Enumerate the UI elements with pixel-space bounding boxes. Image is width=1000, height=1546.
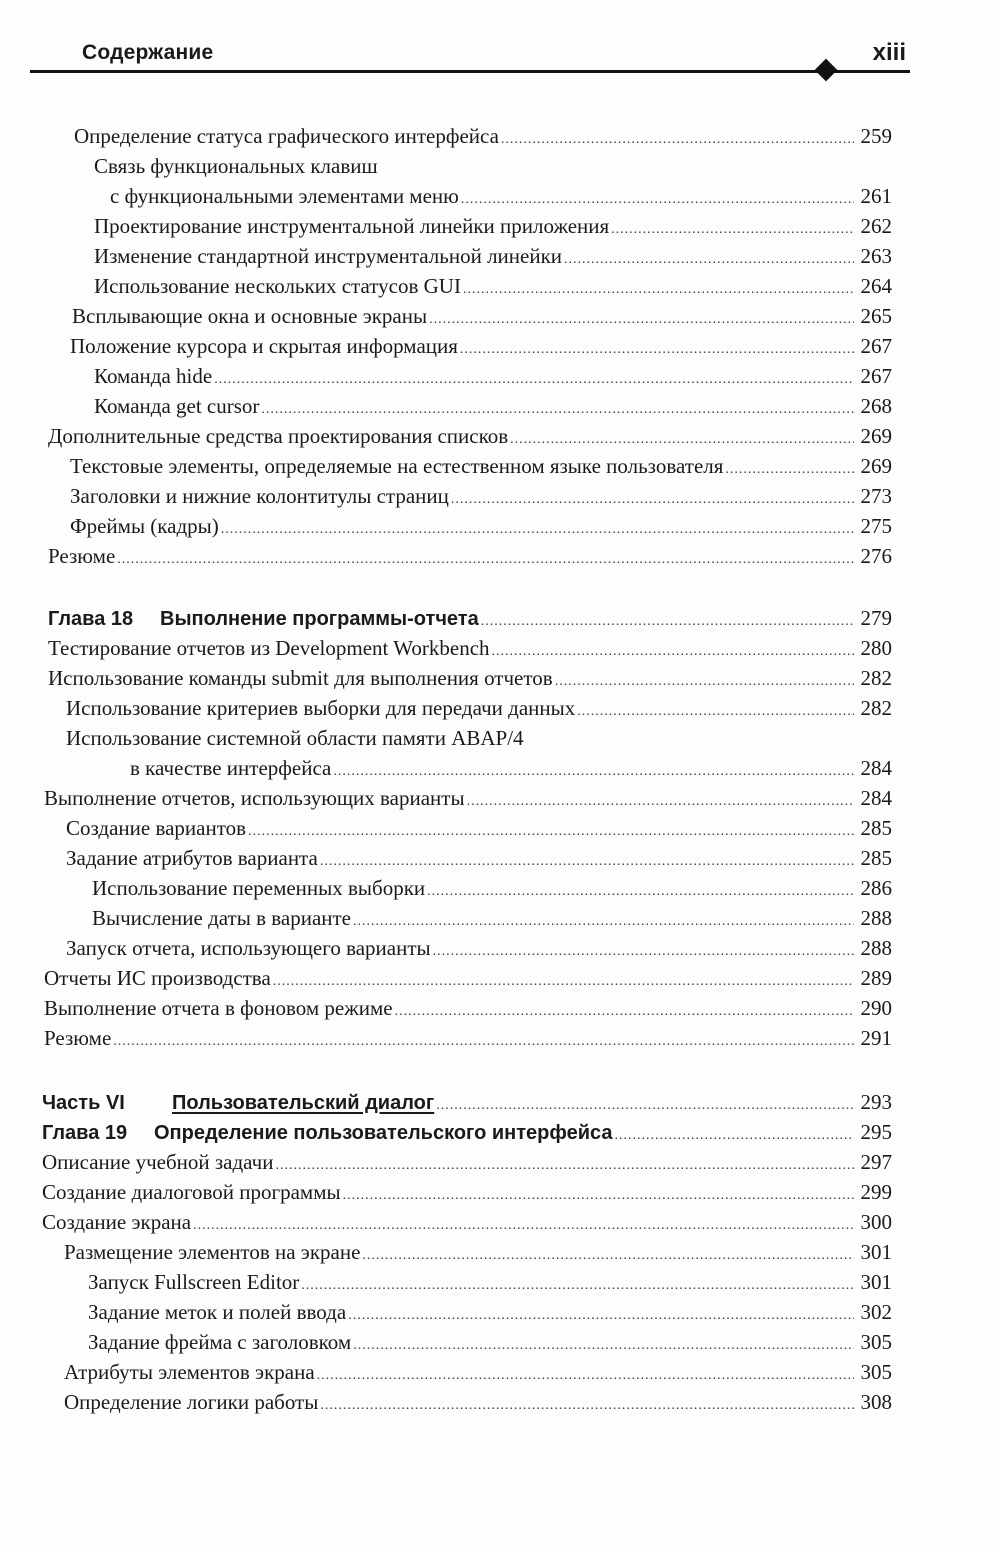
toc-entry[interactable]: Описание учебной задачи ..... 297	[0, 1150, 1000, 1180]
toc-entry[interactable]: Отчеты ИС производства ..... 289	[0, 966, 1000, 996]
page-number: xiii	[872, 39, 906, 66]
toc-entry[interactable]: Создание вариантов ..... 285	[0, 816, 1000, 846]
toc-entry[interactable]: Задание атрибутов варианта ..... 285	[0, 846, 1000, 876]
toc-entry[interactable]: Использование переменных выборки ..... 286	[0, 876, 1000, 906]
diamond-ornament-icon	[815, 59, 838, 82]
toc-entry[interactable]: Задание меток и полей ввода ..... 302	[0, 1300, 1000, 1330]
toc-entry[interactable]: Изменение стандартной инструментальной линейки ..... 263	[0, 244, 1000, 274]
header-rule	[30, 70, 910, 73]
toc-entry[interactable]: Команда hide ..... 267	[0, 364, 1000, 394]
toc-entry[interactable]: с функциональными элементами меню ..... 261	[0, 184, 1000, 214]
running-header-title: Содержание	[82, 41, 214, 64]
toc-entry[interactable]: Использование системной области памяти ABAP/4	[66, 726, 524, 750]
chapter-heading[interactable]: Глава 19 Определение пользовательского интерфейса ..... 295	[0, 1120, 1000, 1150]
toc-entry[interactable]: Запуск отчета, использующего варианты ..... 288	[0, 936, 1000, 966]
chapter-heading[interactable]: Глава 18 Выполнение программы-отчета ..... 279	[0, 606, 1000, 636]
toc-entry[interactable]: Запуск Fullscreen Editor ..... 301	[0, 1270, 1000, 1300]
toc-entry[interactable]: Вычисление даты в варианте ..... 288	[0, 906, 1000, 936]
toc-entry[interactable]: Резюме ..... 291	[0, 1026, 1000, 1056]
toc-entry[interactable]: Выполнение отчета в фоновом режиме ..... 290	[0, 996, 1000, 1026]
toc-entry[interactable]: Определение статуса графического интерфейса ..... 259	[0, 124, 1000, 154]
toc-entry[interactable]: Использование нескольких статусов GUI ..... 264	[0, 274, 1000, 304]
toc-entry[interactable]: Резюме ..... 276	[0, 544, 1000, 574]
toc-entry[interactable]: Определение логики работы ..... 308	[0, 1390, 1000, 1420]
toc-entry[interactable]: Связь функциональных клавиш	[94, 154, 378, 178]
toc-entry[interactable]: Выполнение отчетов, использующих варианты ..... 284	[0, 786, 1000, 816]
toc-entry[interactable]: Проектирование инструментальной линейки приложения ..... 262	[0, 214, 1000, 244]
toc-entry[interactable]: Всплывающие окна и основные экраны ..... 265	[0, 304, 1000, 334]
part-heading[interactable]: Часть VI Пользовательский диалог ..... 293	[0, 1090, 1000, 1120]
toc-entry[interactable]: Атрибуты элементов экрана ..... 305	[0, 1360, 1000, 1390]
toc-entry[interactable]: Создание экрана ..... 300	[0, 1210, 1000, 1240]
toc-entry[interactable]: Фреймы (кадры) ..... 275	[0, 514, 1000, 544]
toc-entry[interactable]: Дополнительные средства проектирования списков ..... 269	[0, 424, 1000, 454]
toc-entry[interactable]: Задание фрейма с заголовком ..... 305	[0, 1330, 1000, 1360]
toc-entry[interactable]: Текстовые элементы, определяемые на естественном языке пользователя ..... 269	[0, 454, 1000, 484]
toc-entry[interactable]: Положение курсора и скрытая информация ..... 267	[0, 334, 1000, 364]
toc-entry[interactable]: Тестирование отчетов из Development Workbench ..... 280	[0, 636, 1000, 666]
toc-entry[interactable]: в качестве интерфейса ..... 284	[0, 756, 1000, 786]
toc-entry[interactable]: Заголовки и нижние колонтитулы страниц ..... 273	[0, 484, 1000, 514]
toc-entry[interactable]: Использование команды submit для выполнения отчетов ..... 282	[0, 666, 1000, 696]
toc-entry[interactable]: Использование критериев выборки для передачи данных ..... 282	[0, 696, 1000, 726]
toc-entry[interactable]: Команда get cursor ..... 268	[0, 394, 1000, 424]
toc-entry[interactable]: Размещение элементов на экране ..... 301	[0, 1240, 1000, 1270]
toc-entry[interactable]: Создание диалоговой программы ..... 299	[0, 1180, 1000, 1210]
